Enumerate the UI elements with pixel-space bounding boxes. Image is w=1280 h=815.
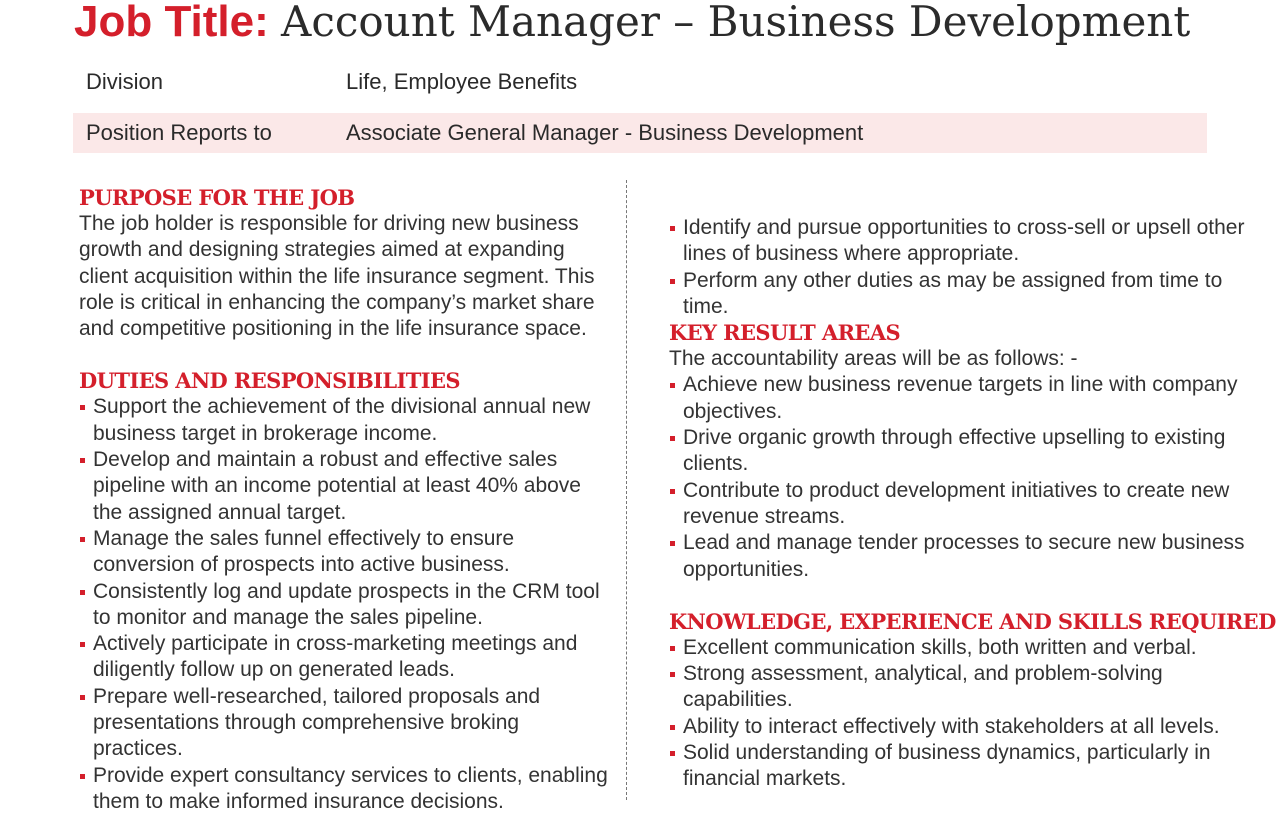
column-divider: [626, 180, 627, 800]
skills-list: [669, 635, 1249, 793]
reports-to-value: Associate General Manager - Business Development: [346, 120, 864, 145]
kra-list: [669, 372, 1249, 582]
skills-heading: KNOWLEDGE, EXPERIENCE AND SKILLS REQUIRED: [669, 608, 1276, 634]
list-item: Identify and pursue opportunities to cross-sell or upsell other lines of business where appropriate.: [669, 215, 1249, 268]
list-item: Drive organic growth through effective upselling to existing clients.: [669, 425, 1249, 478]
list-item: Actively participate in cross-marketing meetings and diligently follow up on generated leads.: [79, 631, 609, 684]
duties-list: [79, 394, 609, 815]
division-row: [73, 62, 1207, 102]
duties-list-continued: [669, 215, 1249, 320]
duties-heading: DUTIES AND RESPONSIBILITIES: [79, 368, 460, 394]
list-item: Consistently log and update prospects in the CRM tool to monitor and manage the sales pipeline.: [79, 579, 609, 632]
list-item: Develop and maintain a robust and effective sales pipeline with an income potential at least 40% above the assigned annual target.: [79, 447, 609, 526]
left-column: [79, 185, 609, 815]
reports-to-row: [73, 113, 1207, 153]
job-title-label: Job Title:: [74, 0, 269, 46]
right-column: [669, 215, 1276, 793]
list-item: Excellent communication skills, both written and verbal.: [669, 635, 1249, 661]
job-title: [74, 0, 1190, 48]
list-item: Manage the sales funnel effectively to ensure conversion of prospects into active business.: [79, 526, 609, 579]
list-item: Strong assessment, analytical, and problem-solving capabilities.: [669, 661, 1249, 714]
list-item: Contribute to product development initiatives to create new revenue streams.: [669, 478, 1249, 531]
list-item: Prepare well-researched, tailored proposals and presentations through comprehensive broking practices.: [79, 684, 609, 763]
job-title-value: Account Manager – Business Development: [281, 0, 1191, 46]
list-item: Perform any other duties as may be assigned from time to time.: [669, 268, 1249, 321]
division-value: Life, Employee Benefits: [346, 69, 578, 94]
list-item: Lead and manage tender processes to secure new business opportunities.: [669, 530, 1249, 583]
list-item: Solid understanding of business dynamics, particularly in financial markets.: [669, 740, 1249, 793]
kra-heading: KEY RESULT AREAS: [669, 320, 901, 346]
list-item: Support the achievement of the divisional annual new business target in brokerage income.: [79, 394, 609, 447]
list-item: Achieve new business revenue targets in line with company objectives.: [669, 372, 1249, 425]
purpose-text: The job holder is responsible for driving new business growth and designing strategies aimed at expanding client acquisition within the life insurance segment. This role is critical in enhancing the company’s market share and competitive positioning in the life insurance space.: [79, 212, 595, 341]
purpose-heading: PURPOSE FOR THE JOB: [79, 185, 355, 210]
division-label: Division: [86, 69, 164, 94]
list-item: Provide expert consultancy services to clients, enabling them to make informed insurance decisions.: [79, 763, 609, 815]
kra-intro: The accountability areas will be as follows: -: [669, 347, 1078, 371]
reports-to-label: Position Reports to: [86, 120, 272, 145]
list-item: Ability to interact effectively with stakeholders at all levels.: [669, 714, 1249, 740]
